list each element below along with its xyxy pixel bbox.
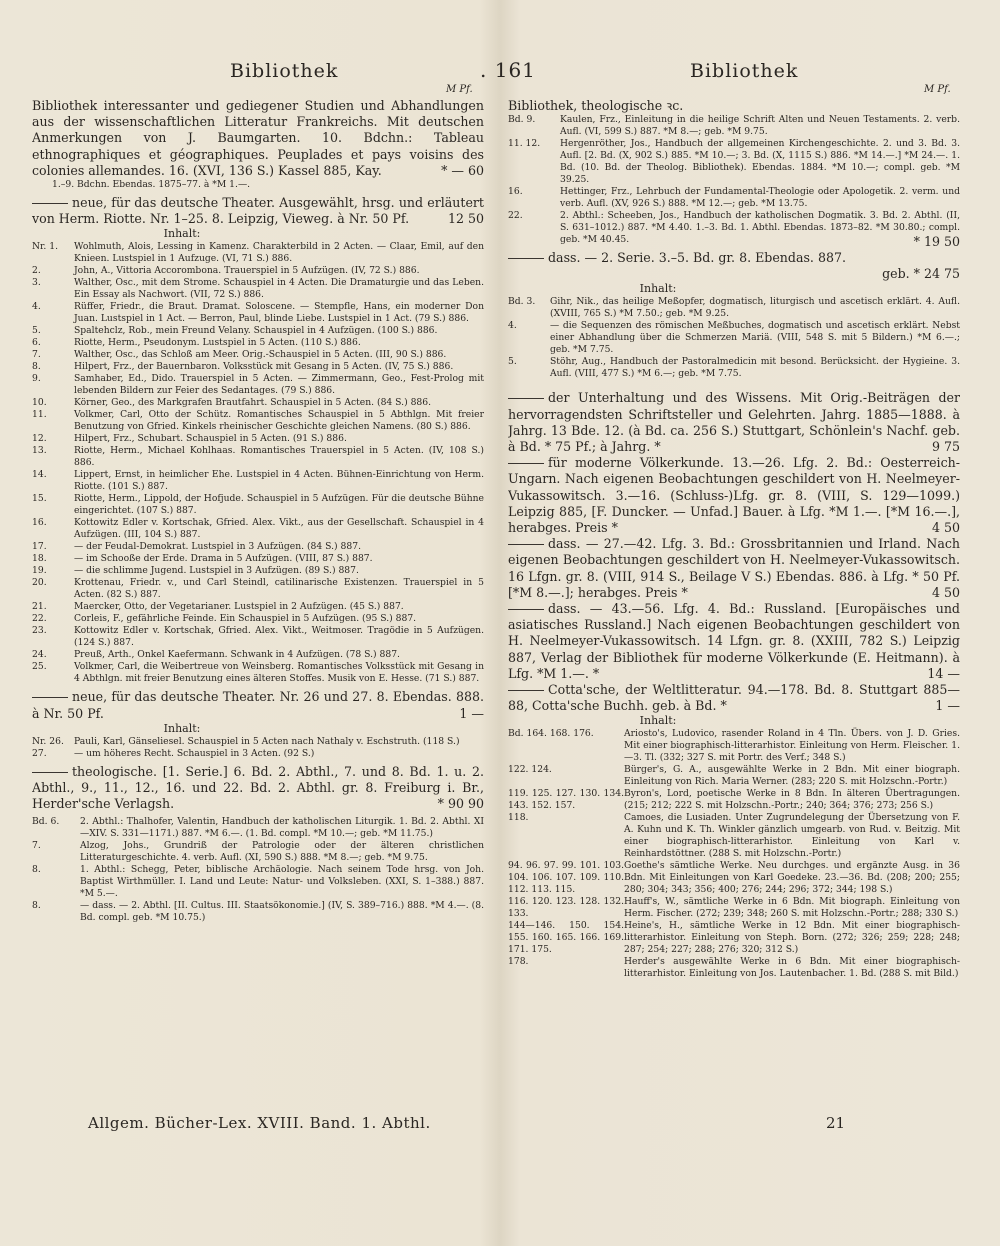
item-text: Ariosto's, Ludovico, rasender Roland in 4 Tln. Übers. von J. D. Gries. Mit einer biographisch-litterarhistor. Einleitung von Herm. Fleischer. 1.—3. Tl. (332; 327 S. mit Portr. des Verf.; 348 S.) <box>624 728 960 764</box>
contents-heading: Inhalt: <box>639 282 677 296</box>
item-number: 122. 124. <box>508 764 552 776</box>
entry-text: dass. — 43.—56. Lfg. 4. Bd.: Russland. [Europäisches und asiatisches Russland.] Nach eigenen Beobachtungen geschildert von H. Neelmeyer-Vukassowitsch. 14 Lfgn. gr. 8. (XXIII, 782 S.) Leipzig 887, Verlag der Bibliothek für moderne Völkerkunde (E. Heitmann). à Lfg. *M 1.—. * <box>508 601 960 681</box>
contents-list <box>508 296 960 380</box>
item-text: Walther, Osc., das Schloß am Meer. Orig.-Schauspiel in 5 Acten. (III, 90 S.) 886. <box>74 349 447 361</box>
list-item <box>32 277 484 301</box>
item-number: 8. <box>32 900 41 912</box>
item-number: 5. <box>508 356 517 368</box>
entry-price: * 90 90 <box>437 796 484 812</box>
item-text: Wohlmuth, Alois, Lessing in Kamenz. Charakterbild in 2 Acten. — Claar, Emil, auf den Knieen. Lustspiel in 1 Aufzuge. (VI, 71 S.) 886. <box>74 241 484 265</box>
list-item <box>32 577 484 601</box>
item-number: 22. <box>32 613 47 625</box>
item-text: Volkmer, Carl, die Weibertreue von Weinsberg. Romantisches Volksstück mit Gesang in 4 Abthlgn. mit freier Benutzung eines älteren Stoffes. Musik von E. Hesse. (71 S.) 887. <box>74 661 484 685</box>
list-item <box>32 301 484 325</box>
item-text: Camoes, die Lusiaden. Unter Zugrundelegung der Übersetzung von F. A. Kuhn und K. Th. Winkler gänzlich umgearb. von Rud. v. Beitzig. Mit einer biographisch-litterarhistor. Einleitung von Karl v. Reinhardstöttner. (288 S. mit Holzschn.-Portr.) <box>624 812 960 860</box>
entry-note: 1.–9. Bdchn. Ebendas. 1875–77. à *M 1.—. <box>52 179 251 191</box>
list-item <box>508 320 960 356</box>
list-item <box>32 469 484 493</box>
item-text: Hettinger, Frz., Lehrbuch der Fundamental-Theologie oder Apologetik. 2. verm. und verb. Aufl. (XV, 926 S.) 888. *M 12.—; geb. *M 13.75. <box>560 186 960 210</box>
signature-line: Allgem. Bücher-Lex. XVIII. Band. 1. Abthl. <box>88 1114 431 1132</box>
item-number: Bd. 164. 168. 176. <box>508 728 594 740</box>
item-number: Nr. 26. <box>32 735 64 747</box>
item-number: 18. <box>32 553 47 565</box>
item-text: Stöhr, Aug., Handbuch der Pastoralmedicin mit besond. Berücksicht. der Hygieine. 3. Aufl. (VIII, 477 S.) *M 6.—; geb. *M 7.75. <box>550 356 960 380</box>
contents-heading: Inhalt: <box>163 227 201 241</box>
item-text: Spaltehclz, Rob., mein Freund Velany. Schauspiel in 4 Aufzügen. (100 S.) 886. <box>74 325 438 337</box>
list-item <box>32 900 484 924</box>
item-number: 21. <box>32 601 47 613</box>
item-number: Bd. 6. <box>32 816 60 828</box>
item-number: 27. <box>32 747 47 759</box>
list-item <box>32 433 484 445</box>
entry-text: neue, für das deutsche Theater. Nr. 26 und 27. 8. Ebendas. 888. à Nr. 50 Pf. <box>32 689 484 721</box>
list-item <box>32 337 484 349</box>
left-running-title: Bibliothek <box>230 60 339 82</box>
page-footer <box>0 1114 1000 1138</box>
item-number: 7. <box>32 840 41 852</box>
item-text: — der Feudal-Demokrat. Lustspiel in 3 Aufzügen. (84 S.) 887. <box>74 541 362 553</box>
item-number: 116. 120. 123. 128. 132. 133. <box>508 896 624 920</box>
list-item <box>32 625 484 649</box>
item-number: 5. <box>32 325 41 337</box>
item-number: 15. <box>32 493 47 505</box>
item-number: 13. <box>32 445 47 457</box>
entry-text: für moderne Völkerkunde. 13.—26. Lfg. 2. Bd.: Oesterreich-Ungarn. Nach eigenen Beobachtungen geschildert von H. Neelmeyer-Vukassowitsch. 3.—16. (Schluss-)Lfg. gr. 8. (VIII, S. 129—1099.) Leipzig 885, [F. Duncker. — Unfad.] Bauer. à Lfg. *M 1.—. [*M 16.—.], herabges. Preis * <box>508 455 960 536</box>
item-text: Körner, Geo., des Markgrafen Brautfahrt. Schauspiel in 5 Acten. (84 S.) 886. <box>74 397 432 409</box>
item-text: Rüffer, Friedr., die Braut. Dramat. Soloscene. — Stempfle, Hans, ein moderner Don Juan. Lustspiel in 1 Act. — Berron, Paul, blinde Liebe. Lustspiel in 1 Act. (79 S.) 886. <box>74 301 484 325</box>
item-number: 119. 125. 127. 130. 134. 143. 152. 157. <box>508 788 624 812</box>
list-item <box>32 241 484 265</box>
item-number: 8. <box>32 361 41 373</box>
entry-text: dass. — 27.—42. Lfg. 3. Bd.: Grossbritannien und Irland. Nach eigenen Beobachtungen geschildert von H. Neelmeyer-Vukassowitsch. 16 Lfgn. gr. 8. (VIII, 914 S., Beilage V S.) Ebendas. 886. à Lfg. * 50 Pf. [*M 8.—.]; herabges. Preis * <box>508 536 960 600</box>
right-column <box>508 98 960 1108</box>
item-number: 178. <box>508 956 529 968</box>
left-column <box>32 98 484 1108</box>
list-item <box>32 517 484 541</box>
entry-price: 9 75 <box>931 439 960 455</box>
entry-text: Cotta'sche, der Weltlitteratur. 94.—178. Bd. 8. Stuttgart 885—88, Cotta'sche Buchh. geb. à Bd. * <box>508 682 960 714</box>
item-text: Heine's, H., sämtliche Werke in 12 Bdn. Mit einer biographisch-litterarhistor. Einleitung von Steph. Born. (272; 326; 259; 228; 248; 287; 254; 227; 288; 276; 320; 312 S.) <box>624 920 960 956</box>
item-text: Pauli, Karl, Gänseliesel. Schauspiel in 5 Acten nach Nathaly v. Eschstruth. (118 S.) <box>74 735 460 747</box>
item-number: 25. <box>32 661 47 673</box>
list-item <box>32 265 484 277</box>
item-text: Byron's, Lord, poetische Werke in 8 Bdn. In älteren Übertragungen. (215; 212; 222 S. mit Holzschn.-Portr.; 240; 364; 376; 273; 256 S.) <box>624 788 960 812</box>
item-number: 19. <box>32 565 47 577</box>
item-text: — im Schooße der Erde. Drama in 5 Aufzügen. (VIII, 87 S.) 887. <box>74 553 373 565</box>
item-number: 24. <box>32 649 47 661</box>
entry-bibliothek-interessanter <box>32 98 484 179</box>
contents-list <box>32 241 484 685</box>
item-text: Riotte, Herm., Lippold, der Hofjude. Schauspiel in 5 Aufzügen. Für die deutsche Bühne eingerichtet. (107 S.) 887. <box>74 493 484 517</box>
list-item <box>508 186 960 210</box>
item-text: — um höheres Recht. Schauspiel in 3 Acten. (92 S.) <box>74 747 315 759</box>
item-number: 23. <box>32 625 47 637</box>
list-item <box>32 541 484 553</box>
item-text: Riotte, Herm., Pseudonym. Lustspiel in 5 Acten. (110 S.) 886. <box>74 337 361 349</box>
list-item <box>32 816 484 840</box>
right-price-unit: M Pf. <box>924 84 951 95</box>
item-number: 2. <box>32 265 41 277</box>
list-item <box>508 788 960 812</box>
entry-text: Bibliothek interessanter und gediegener Studien und Abhandlungen aus der wissenschaftlichen Litteratur Frankreichs. Mit deutschen Anmerkungen von J. Baumgarten. 10. Bdchn.: Tableau ethnographiques et géographiques. Peuplades et pays voisins des colonies allemandes. 16. (XVI, 136 S.) Kassel 885, Kay. <box>32 98 484 178</box>
item-number: 4. <box>32 301 41 313</box>
entry-serie-2 <box>508 234 960 266</box>
entry-price-bound-row <box>508 266 960 282</box>
item-text: Hergenröther, Jos., Handbuch der allgemeinen Kirchengeschichte. 2. und 3. Bd. 3. Aufl. [2. Bd. (X, 902 S.) 885. *M 10.—; 3. Bd. (X, 1115 S.) 886. *M 14.—.] *M 24.—. 1. Bd. (10. Bd. der Theolog. Bibliothek). Ebendas. 1884. *M 10.—; compl. geb. *M 39.25. <box>560 138 960 186</box>
entry-price: 12 50 <box>447 211 484 227</box>
item-number: 3. <box>32 277 41 289</box>
entry-price: 1 — <box>935 698 960 714</box>
item-number: 7. <box>32 349 41 361</box>
item-text: Bürger's, G. A., ausgewählte Werke in 2 Bdn. Mit einer biograph. Einleitung von Rich. Maria Werner. (283; 220 S. mit Holzschn.-Portr.) <box>624 764 960 788</box>
item-text: 1. Abthl.: Schegg, Peter, biblische Archäologie. Nach seinem Tode hrsg. von Joh. Baptist Wirthmüller. I. Land und Leute: Natur- und Volksleben. (XXI, S. 1–388.) 887. *M 5.—. <box>80 864 484 900</box>
item-number: 17. <box>32 541 47 553</box>
list-item <box>32 445 484 469</box>
entry-theologische <box>32 764 484 813</box>
item-number: 16. <box>32 517 47 529</box>
list-item <box>32 748 484 760</box>
item-text: Walther, Osc., mit dem Strome. Schauspiel in 4 Acten. Die Dramaturgie und das Leben. Ein Essay als Nachwort. (VII, 72 S.) 886. <box>74 277 484 301</box>
contents-list <box>508 114 960 246</box>
contents-list <box>32 736 484 760</box>
item-text: Preuß, Arth., Onkel Kaefermann. Schwank in 4 Aufzügen. (78 S.) 887. <box>74 649 400 661</box>
list-item <box>508 812 960 860</box>
entry-text: der Unterhaltung und des Wissens. Mit Orig.-Beiträgen der hervorragendsten Schriftsteller und Gelehrten. Jahrg. 1885—1888. à Jahrg. 13 Bde. 12. (à Bd. ca. 256 S.) Stuttgart, Schönlein's Nachf. geb. à Bd. * 75 Pf.; à Jahrg. * <box>508 390 960 455</box>
item-number: 10. <box>32 397 47 409</box>
item-text: Hauff's, W., sämtliche Werke in 6 Bdn. Mit biograph. Einleitung von Herm. Fischer. (272; 239; 348; 260 S. mit Holzschn.-Portr.; 288; 330 S.) <box>624 896 960 920</box>
item-number: Nr. 1. <box>32 241 59 253</box>
item-text: Corleis, F., gefährliche Feinde. Ein Schauspiel in 5 Aufzügen. (95 S.) 887. <box>74 613 417 625</box>
entry-theologische-cont: Bibliothek, theologische ꝛc. <box>508 98 684 113</box>
entry-unterhaltung <box>508 390 960 455</box>
item-text: Herder's ausgewählte Werke in 6 Bdn. Mit einer biographisch-litterarhistor. Einleitung von Jos. Lautenbacher. 1. Bd. (288 S. mit Bild.) <box>624 956 960 980</box>
item-text: Hilpert, Frz., der Bauernbaron. Volksstück mit Gesang in 5 Acten. (IV, 75 S.) 886. <box>74 361 454 373</box>
list-item <box>32 864 484 900</box>
entry-price: * — 60 <box>441 162 484 178</box>
entry-voelkerkunde-3 <box>508 601 960 682</box>
contents-list <box>508 728 960 980</box>
item-text: 2. Abthl.: Scheeben, Jos., Handbuch der katholischen Dogmatik. 3. Bd. 2. Abthl. (II, S. 631–1012.) 887. *M 4.40. 1.–3. Bd. 1. Abthl. Ebendas. 1873–82. *M 30.80.; compl. geb. *M 40.45. <box>560 210 960 246</box>
entry-price: 14 — <box>927 665 960 681</box>
item-text: John, A., Vittoria Accorombona. Trauerspiel in 5 Aufzügen. (IV, 72 S.) 886. <box>74 265 420 277</box>
item-text: Kottowitz Edler v. Kortschak, Gfried. Alex. Vikt., Weitmoser. Tragödie in 5 Aufzügen. (124 S.) 887. <box>74 625 484 649</box>
entry-price-bound: geb. * 24 75 <box>882 266 960 282</box>
list-item <box>32 349 484 361</box>
entry-voelkerkunde-2 <box>508 536 960 601</box>
item-text: Samhaber, Ed., Dido. Trauerspiel in 5 Acten. — Zimmermann, Geo., Fest-Prolog mit lebenden Bildern zur Feier des Sedantages. (79 S.) 886. <box>74 373 484 397</box>
item-number: 11. 12. <box>508 138 541 150</box>
list-item <box>32 840 484 864</box>
list-item <box>32 397 484 409</box>
list-item <box>32 409 484 433</box>
entry-price: 4 50 <box>931 584 960 600</box>
entry-voelkerkunde-1 <box>508 455 960 536</box>
list-item <box>32 736 484 748</box>
contents-heading: Inhalt: <box>163 721 201 735</box>
item-text: Riotte, Herm., Michael Kohlhaas. Romantisches Trauerspiel in 5 Acten. (IV, 108 S.) 886. <box>74 445 484 469</box>
item-text: — dass. — 2. Abthl. [II. Cultus. III. Staatsökonomie.] (IV, S. 389–716.) 888. *M 4.—. (8. Bd. compl. geb. *M 10.75.) <box>80 900 484 924</box>
item-text: — die Sequenzen des römischen Meßbuches, dogmatisch und ascetisch erklärt. Nebst einer Abhandlung über die Schmerzen Mariä. (VIII, 548 S. mit 5 Bildern.) *M 6.—.; geb. *M 7.75. <box>550 320 960 356</box>
list-item <box>32 493 484 517</box>
list-item <box>32 361 484 373</box>
list-item <box>508 728 960 764</box>
list-item <box>508 764 960 788</box>
item-text: Kottowitz Edler v. Kortschak, Gfried. Alex. Vikt., aus der Gesellschaft. Schauspiel in 4 Aufzügen. (III, 104 S.) 887. <box>74 517 484 541</box>
entry-neue-theater <box>32 195 484 227</box>
list-item <box>32 325 484 337</box>
entry-cotta-weltlitteratur <box>508 682 960 714</box>
entry-price: * 19 50 <box>913 234 960 250</box>
item-text: Alzog, Johs., Grundriß der Patrologie oder der älteren christlichen Litteraturgeschichte. 4. verb. Aufl. (XI, 590 S.) 888. *M 8.—; geb. *M 9.75. <box>80 840 484 864</box>
entry-neue-theater-2 <box>32 689 484 721</box>
item-text: Hilpert, Frz., Schubart. Schauspiel in 5 Acten. (91 S.) 886. <box>74 433 347 445</box>
entry-text: neue, für das deutsche Theater. Ausgewählt, hrsg. und erläutert von Herm. Riotte. Nr. 1–25. 8. Leipzig, Vieweg. à Nr. 50 Pf. <box>32 195 484 227</box>
item-text: Gihr, Nik., das heilige Meßopfer, dogmatisch, liturgisch und ascetisch erklärt. 4. Aufl. (XVIII, 765 S.) *M 7.50.; geb. *M 9.25. <box>550 296 960 320</box>
list-item <box>32 373 484 397</box>
item-text: 2. Abthl.: Thalhofer, Valentin, Handbuch der katholischen Liturgik. 1. Bd. 2. Abthl. XI—XIV. S. 331—1171.) 887. *M 6.—. (1. Bd. compl. *M 10.—; geb. *M 11.75.) <box>80 816 484 840</box>
item-number: 20. <box>32 577 47 589</box>
list-item <box>508 356 960 380</box>
item-text: Krottenau, Friedr. v., und Carl Steindl, catilinarische Existenzen. Trauerspiel in 5 Acten. (82 S.) 887. <box>74 577 484 601</box>
list-item <box>508 114 960 138</box>
item-number: 118. <box>508 812 529 824</box>
list-item <box>32 613 484 625</box>
item-number: 6. <box>32 337 41 349</box>
entry-price: 4 50 <box>931 520 960 536</box>
list-item <box>32 601 484 613</box>
entry-price: 1 — <box>459 705 484 721</box>
list-item <box>32 649 484 661</box>
list-item <box>508 860 960 896</box>
item-text: Kaulen, Frz., Einleitung in die heilige Schrift Alten und Neuen Testaments. 2. verb. Aufl. (VI, 599 S.) 887. *M 8.—; geb. *M 9.75. <box>560 114 960 138</box>
list-item <box>32 661 484 685</box>
list-item <box>508 138 960 186</box>
list-item <box>508 296 960 320</box>
item-text: Goethe's sämtliche Werke. Neu durchges. und ergänzte Ausg. in 36 Bdn. Mit Einleitungen von Karl Goedeke. 23.—36. Bd. (208; 200; 255; 280; 304; 343; 356; 400; 276; 244; 296; 372; 344; 198 S.) <box>624 860 960 896</box>
left-price-unit: M Pf. <box>446 84 473 95</box>
item-number: 22. <box>508 210 523 222</box>
page-header <box>0 58 1000 86</box>
entry-text: dass. — 2. Serie. 3.–5. Bd. gr. 8. Ebendas. 887. <box>548 250 846 266</box>
item-number: 144—146. 150. 154. 155. 160. 165. 166. 169. 171. 175. <box>508 920 624 956</box>
item-number: Bd. 9. <box>508 114 536 126</box>
item-number: 4. <box>508 320 517 332</box>
item-text: Lippert, Ernst, in heimlicher Ehe. Lustspiel in 4 Acten. Bühnen-Einrichtung von Herm. Riotte. (101 S.) 887. <box>74 469 484 493</box>
right-running-title: Bibliothek <box>690 60 799 82</box>
item-text: Maercker, Otto, der Vegetarianer. Lustspiel in 2 Aufzügen. (45 S.) 887. <box>74 601 404 613</box>
page-number: . 161 <box>480 58 536 82</box>
contents-heading: Inhalt: <box>639 714 677 728</box>
item-number: 16. <box>508 186 523 198</box>
item-text: Volkmer, Carl, Otto der Schütz. Romantisches Schauspiel in 5 Abthlgn. Mit freier Benutzung von Gfried. Kinkels rheinischer Geschichte gleichen Namens. (80 S.) 886. <box>74 409 484 433</box>
item-number: 11. <box>32 409 47 421</box>
list-item <box>508 210 960 246</box>
list-item <box>32 553 484 565</box>
list-item <box>32 565 484 577</box>
list-item <box>508 956 960 980</box>
signature-number: 21 <box>826 1114 846 1132</box>
item-number: 8. <box>32 864 41 876</box>
contents-list <box>32 816 484 924</box>
list-item <box>508 920 960 956</box>
item-number: Bd. 3. <box>508 296 536 308</box>
item-number: 9. <box>32 373 41 385</box>
entry-text: theologische. [1. Serie.] 6. Bd. 2. Abthl., 7. und 8. Bd. 1. u. 2. Abthl., 9., 11., 12., 16. und 22. Bd. 2. Abthl. gr. 8. Freiburg i. Br., Herder'sche Verlagsh. <box>32 763 484 812</box>
list-item <box>508 896 960 920</box>
item-number: 14. <box>32 469 47 481</box>
item-text: — die schlimme Jugend. Lustspiel in 3 Aufzügen. (89 S.) 887. <box>74 565 359 577</box>
item-number: 94. 96. 97. 99. 101. 103. 104. 106. 107. 109. 110. 112. 113. 115. <box>508 860 624 896</box>
item-number: 12. <box>32 433 47 445</box>
